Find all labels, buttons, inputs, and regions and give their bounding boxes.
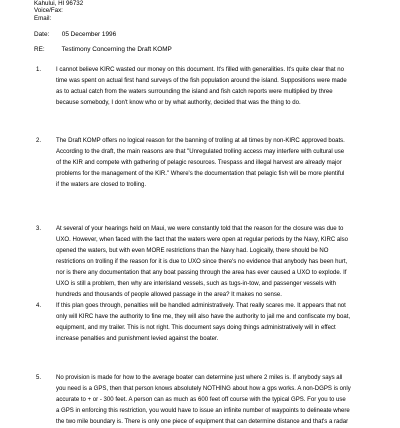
paragraph-1 — [36, 65, 392, 109]
date-label: Date: — [34, 31, 50, 38]
paragraph-number: 2. — [36, 138, 42, 144]
paragraph-5 — [36, 373, 392, 428]
paragraph-number: 1. — [36, 67, 42, 73]
paragraph-line: equipment, and my trailer. This is not right. This document says doing things administratively will in effect — [56, 325, 336, 332]
paragraph-line: a GPS in enforcing this restriction, you would have to issue an infinite number of waypoints to delineate where — [56, 408, 350, 415]
paragraph-line: you need is a GPS, then that person knows absolutely NOTHING about how a gps works. A non-DGPS is only — [56, 386, 351, 393]
paragraph-line: time was spent on actual first hand surveys of the fish population around the island. Suppositions were made — [56, 78, 347, 85]
paragraph-number: 5. — [36, 375, 42, 381]
paragraph-body — [56, 373, 392, 428]
paragraph-line: as to actual catch from the waters surrounding the island and fish catch reports were multiplied by three — [56, 89, 333, 96]
paragraph-line: According to the draft, the main reasons are that "Unregulated trolling access may interfere with cultural use — [56, 149, 345, 156]
subject-value: Testimony Concerning the Draft KOMP — [61, 46, 172, 53]
paragraph-line: of the KIR and compete with gathering of pelagic resources. Trespass and illegal harvest are already major — [56, 160, 342, 167]
paragraph-3 — [36, 224, 392, 301]
paragraph-line: opened the waters, but with even MORE restrictions than the Navy had. Logically, there should be NO — [56, 248, 329, 255]
paragraph-body — [56, 65, 392, 109]
paragraph-line: UXO is still a problem, then why are interisland vessels, such as tugs-in-tow, and passenger vessels with — [56, 281, 336, 288]
paragraph-body — [56, 301, 392, 345]
paragraph-line: accurate to + or - 300 feet. A person can as much as 600 feet off course with the typical GPS. For you to use — [56, 397, 346, 404]
paragraph-number: 3. — [36, 226, 42, 232]
paragraph-line: The Draft KOMP offers no logical reason for the banning of trolling at all times by non-KIRC approved boats. — [56, 138, 345, 144]
paragraph-body — [56, 136, 392, 191]
subject-label: RE: — [34, 46, 45, 53]
paragraph-line: if the waters are closed to trolling. — [56, 182, 147, 189]
paragraph-line: restrictions on trolling if the reason for it is due to UXO since there's no evidence that anybody has been hurt, — [56, 259, 348, 266]
paragraph-line: I cannot believe KIRC wasted our money on this document. It's filled with generalities. It's quite clear that no — [56, 67, 345, 73]
letterhead — [34, 0, 83, 22]
date-value: 05 December 1996 — [61, 31, 117, 38]
subject-row — [34, 46, 172, 54]
paragraph-line: At several of your hearings held on Maui, we were constantly told that the reason for the closure was due to — [56, 226, 344, 232]
paragraph-line: hundreds and thousands of people allowed passage in the area? It makes no sense. — [56, 292, 282, 299]
letterhead-email: Email: — [34, 14, 52, 22]
paragraph-line: increase penalties and punishment levied against the boater. — [56, 336, 219, 343]
paragraph-2 — [36, 136, 392, 191]
paragraph-line: only will KIRC have the authority to fine me, they will also have the authority to jail me and confiscate my boat, — [56, 314, 351, 321]
paragraph-number: 4. — [36, 303, 42, 309]
letterhead-city-line: Kahului, HI 96732 — [34, 0, 84, 7]
date-row — [34, 31, 116, 39]
paragraph-line: If this plan goes through, penalties will be handled administratively. That really scares me. It appears that not — [56, 303, 346, 309]
paragraph-4 — [36, 301, 392, 345]
paragraph-line: the two mile boundary is. There is only one piece of equipment that can determine distance and that's a radar — [56, 419, 349, 426]
paragraph-line: nor is there any documentation that any boat passing through the area has ever caused a UXO to explode. If — [56, 270, 347, 277]
paragraph-line: problems for the management of the KIR." Where's the documentation that pelagic fish will be more plentiful — [56, 171, 345, 178]
paragraph-line: because somebody, I don't know who or by what authority, decided that was the thing to do. — [56, 100, 301, 107]
paragraph-line: No provision is made for how to the average boater can determine just where 2 miles is. If anybody says all — [56, 375, 343, 381]
paragraph-body — [56, 224, 392, 301]
letterhead-voice-fax: Voice/Fax: — [34, 7, 63, 15]
paragraph-line: UXO. However, when faced with the fact that the waters were open at regular periods by the Navy, KIRC also — [56, 237, 348, 244]
